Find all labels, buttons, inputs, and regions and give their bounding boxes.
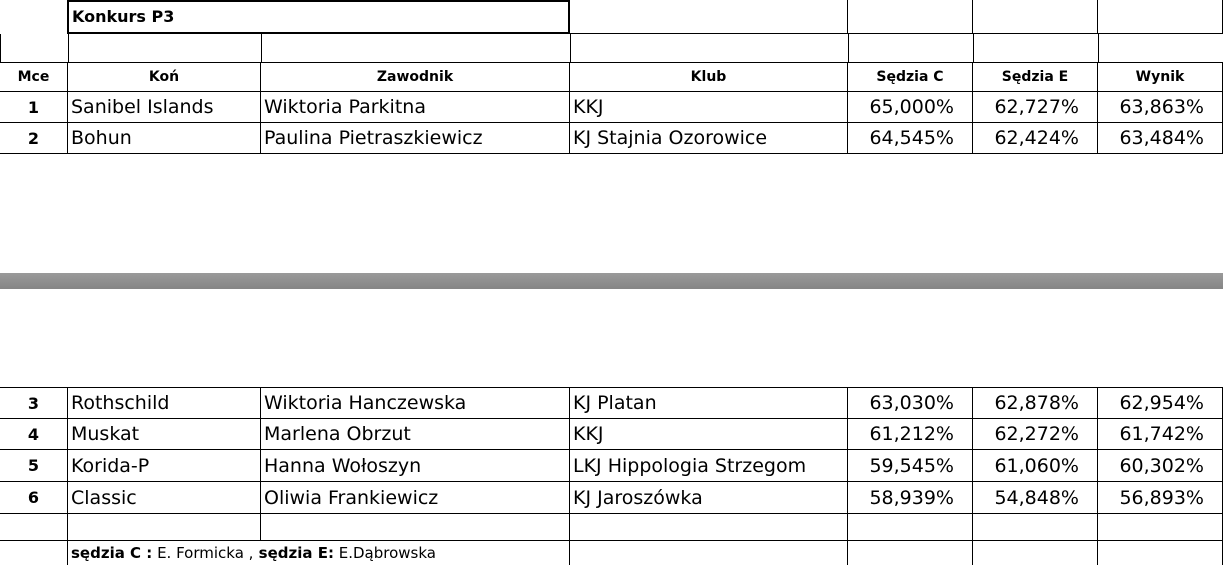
empty-cell — [848, 541, 973, 565]
header-judge-c: Sędzia C — [848, 63, 973, 92]
horse-cell: Classic — [68, 482, 261, 514]
empty-cell — [974, 34, 1099, 63]
judge-e-score: 61,060% — [973, 450, 1098, 482]
competition-title: Konkurs P3 — [67, 0, 570, 34]
rider-cell: Oliwia Frankiewicz — [261, 482, 570, 514]
empty-cell — [849, 34, 974, 63]
rider-cell: Marlena Obrzut — [261, 419, 570, 450]
empty-cell — [848, 514, 973, 541]
empty-cell — [973, 0, 1098, 34]
club-cell: KKJ — [570, 419, 848, 450]
empty-cell — [973, 514, 1098, 541]
horse-cell: Muskat — [68, 419, 261, 450]
empty-cell — [1098, 514, 1223, 541]
judge-e-score: 62,878% — [973, 388, 1098, 419]
empty-cell — [68, 514, 261, 541]
empty-cell — [571, 34, 849, 63]
judge-e-score: 54,848% — [973, 482, 1098, 514]
horse-cell: Korida-P — [68, 450, 261, 482]
empty-cell — [0, 514, 68, 541]
rider-cell: Hanna Wołoszyn — [261, 450, 570, 482]
club-cell: KJ Jaroszówka — [570, 482, 848, 514]
header-rider: Zawodnik — [261, 63, 570, 92]
header-club: Klub — [570, 63, 848, 92]
empty-cell — [848, 0, 973, 34]
club-cell: KKJ — [570, 92, 848, 123]
table-row — [0, 450, 1223, 482]
judge-e-score: 62,272% — [973, 419, 1098, 450]
title-row — [0, 0, 1223, 34]
result-score: 62,954% — [1098, 388, 1223, 419]
page-divider — [0, 273, 1223, 289]
judge-c-score: 59,545% — [848, 450, 973, 482]
judge-e-score: 62,727% — [973, 92, 1098, 123]
empty-cell — [973, 541, 1098, 565]
blank-row — [0, 34, 1223, 63]
result-score: 63,484% — [1098, 123, 1223, 154]
rider-cell: Wiktoria Parkitna — [261, 92, 570, 123]
place-cell: 3 — [0, 388, 68, 419]
club-cell: LKJ Hippologia Strzegom — [570, 450, 848, 482]
judge-e-score: 62,424% — [973, 123, 1098, 154]
empty-cell — [1099, 34, 1223, 63]
table-row — [0, 419, 1223, 450]
empty-cell — [570, 514, 848, 541]
judge-e-label: sędzia E: — [253, 544, 334, 562]
header-horse: Koń — [68, 63, 261, 92]
table-row — [0, 92, 1223, 123]
judge-c-score: 64,545% — [848, 123, 973, 154]
horse-cell: Rothschild — [68, 388, 261, 419]
result-score: 61,742% — [1098, 419, 1223, 450]
club-cell: KJ Platan — [570, 388, 848, 419]
header-place: Mce — [0, 63, 68, 92]
judge-c-label: sędzia C : — [71, 544, 153, 562]
judge-c-name: E. Formicka , — [152, 544, 254, 562]
empty-cell — [262, 34, 571, 63]
rider-cell: Wiktoria Hanczewska — [261, 388, 570, 419]
empty-cell — [1098, 541, 1223, 565]
table-row — [0, 123, 1223, 154]
footer-row — [0, 541, 1223, 565]
judge-c-score: 61,212% — [848, 419, 973, 450]
rider-cell: Paulina Pietraszkiewicz — [261, 123, 570, 154]
judge-e-name: E.Dąbrowska — [333, 544, 436, 562]
empty-cell — [570, 0, 848, 34]
horse-cell: Sanibel Islands — [68, 92, 261, 123]
empty-cell — [69, 34, 262, 63]
empty-cell — [0, 541, 68, 565]
result-score: 60,302% — [1098, 450, 1223, 482]
empty-cell — [1, 34, 69, 63]
place-cell: 6 — [0, 482, 68, 514]
header-judge-e: Sędzia E — [973, 63, 1098, 92]
empty-cell — [570, 541, 848, 565]
place-cell: 5 — [0, 450, 68, 482]
judges-note — [68, 541, 570, 565]
table-row — [0, 482, 1223, 514]
blank-row — [0, 514, 1223, 541]
result-score: 56,893% — [1098, 482, 1223, 514]
empty-cell — [1098, 0, 1223, 34]
result-score: 63,863% — [1098, 92, 1223, 123]
table-row — [0, 388, 1223, 419]
empty-cell — [261, 514, 570, 541]
place-cell: 1 — [0, 92, 68, 123]
place-cell: 2 — [0, 123, 68, 154]
header-row — [0, 63, 1223, 92]
header-result: Wynik — [1098, 63, 1223, 92]
judge-c-score: 65,000% — [848, 92, 973, 123]
horse-cell: Bohun — [68, 123, 261, 154]
place-cell: 4 — [0, 419, 68, 450]
judge-c-score: 63,030% — [848, 388, 973, 419]
judge-c-score: 58,939% — [848, 482, 973, 514]
club-cell: KJ Stajnia Ozorowice — [570, 123, 848, 154]
